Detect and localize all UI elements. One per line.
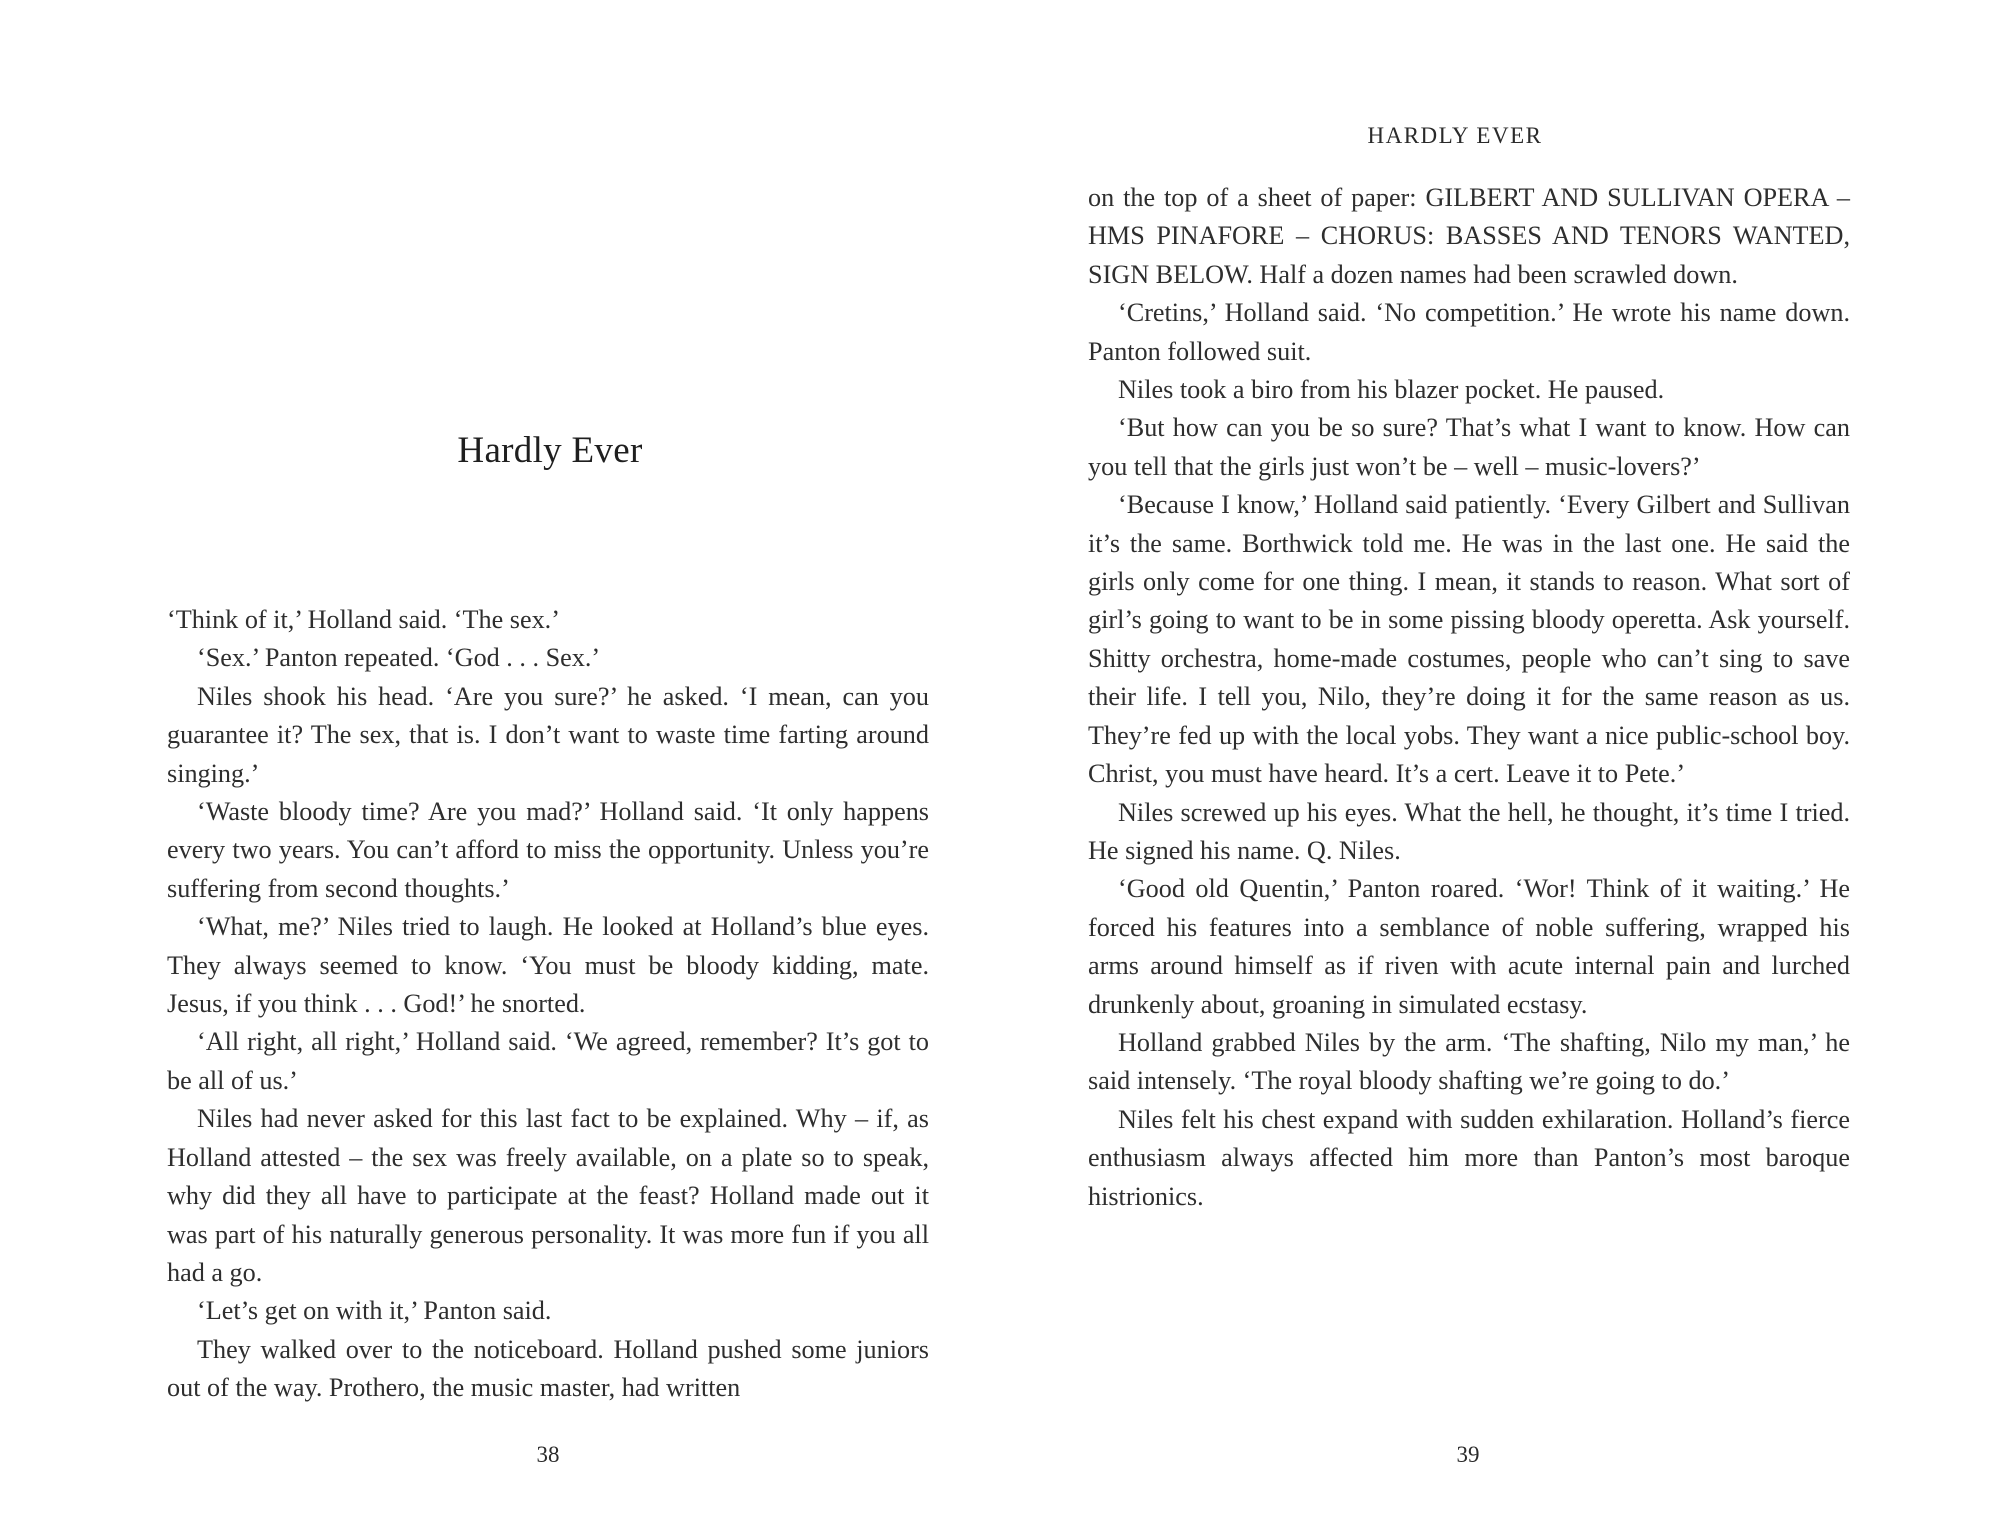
paragraph: ‘Waste bloody time? Are you mad?’ Holland said. ‘It only happens every two years. You can’t afford to miss the opportunity. Unless you’re suffering from second thoughts.’ [167, 797, 929, 903]
paragraph: on the top of a sheet of paper: GILBERT AND SULLIVAN OPERA – HMS PINAFORE – CHORUS: BASSES AND TENORS WANTED, SIGN BELOW. Half a dozen names had been scrawled down. [1088, 183, 1850, 289]
page-number: 38 [536, 1442, 560, 1467]
paragraph: Niles had never asked for this last fact to be explained. Why – if, as Holland attested – the sex was freely available, on a plate so to speak, why did they all have to participate at the feast? Holland made out it was part of his naturally generous personality. It was more fun if you all had a go. [167, 1104, 929, 1287]
paragraph: They walked over to the noticeboard. Holland pushed some juniors out of the way. Prothero, the music master, had written [167, 1334, 929, 1403]
paragraph: ‘Think of it,’ Holland said. ‘The sex.’ [167, 605, 560, 634]
paragraph: ‘Let’s get on with it,’ Panton said. [197, 1296, 552, 1326]
running-head: HARDLY EVER [1367, 123, 1543, 148]
paragraph: ‘But how can you be so sure? That’s what I want to know. How can you tell that the girls just won’t be – well – music-lovers?’ [1088, 413, 1850, 481]
paragraph: ‘All right, all right,’ Holland said. ‘We agreed, remember? It’s got to be all of us.’ [167, 1027, 929, 1095]
paragraph: ‘Cretins,’ Holland said. ‘No competition.’ He wrote his name down. Panton followed suit. [1088, 298, 1850, 366]
paragraph: ‘Good old Quentin,’ Panton roared. ‘Wor! Think of it waiting.’ He forced his features into a semblance of noble suffering, wrapped his arms around himself as if riven with acute internal pain and lurched drunkenly about, groaning in simulated ecstasy. [1088, 874, 1850, 1019]
right-page [1000, 0, 2000, 1540]
paragraph: Niles screwed up his eyes. What the hell, he thought, it’s time I tried. He signed his name. Q. Niles. [1088, 797, 1850, 865]
paragraph: ‘Sex.’ Panton repeated. ‘God . . . Sex.’ [197, 643, 601, 673]
paragraph: Niles felt his chest expand with sudden exhilaration. Holland’s fierce enthusiasm always affected him more than Panton’s most baroque histrionics. [1088, 1104, 1850, 1211]
right-page-text [1088, 179, 1850, 1216]
paragraph: Niles took a biro from his blazer pocket. He paused. [1118, 375, 1665, 405]
paragraph: Niles shook his head. ‘Are you sure?’ he asked. ‘I mean, can you guarantee it? The sex, that is. I don’t want to waste time farting around singing.’ [167, 681, 929, 788]
paragraph: Holland grabbed Niles by the arm. ‘The shafting, Nilo my man,’ he said intensely. ‘The royal bloody shafting we’re going to do.’ [1088, 1027, 1850, 1096]
chapter-title: Hardly Ever [457, 430, 643, 471]
paragraph: ‘What, me?’ Niles tried to laugh. He looked at Holland’s blue eyes. They always seemed to know. ‘You must be bloody kidding, mate. Jesus, if you think . . . God!’ he snorted. [167, 912, 929, 1019]
left-page-text [167, 601, 929, 1408]
page-number: 39 [1456, 1442, 1480, 1467]
paragraph: ‘Because I know,’ Holland said patiently. ‘Every Gilbert and Sullivan it’s the same. Borthwick told me. He was in the last one. He said the girls only come for one thing. I mean, it stands to reason. What sort of girl’s going to want to be in some pissing bloody operetta. Ask yourself. Shitty orchestra, home-made costumes, people who can’t sing to save their life. I tell you, Nilo, they’re doing it for the same reason as us. They’re fed up with the local yobs. They want a nice public-school boy. Christ, you must have heard. It’s a cert. Leave it to Pete.’ [1088, 490, 1850, 789]
